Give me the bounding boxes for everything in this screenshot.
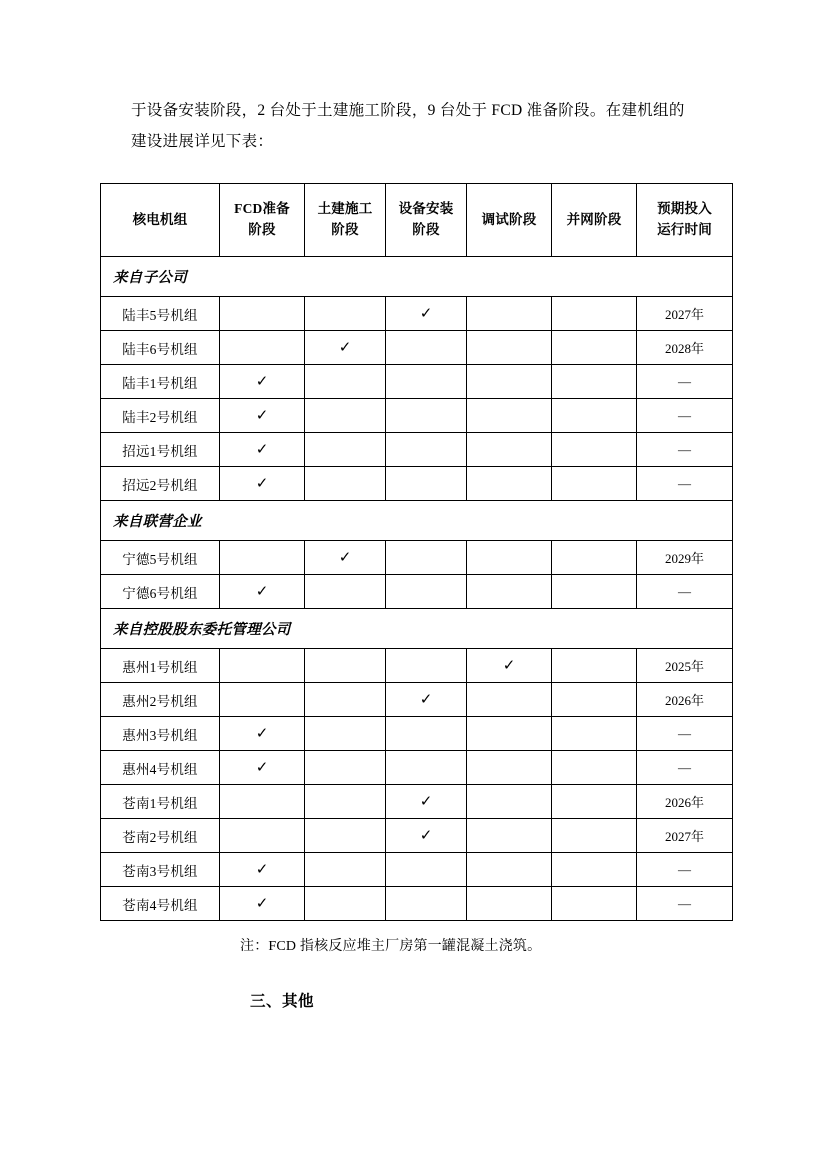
- table-row: [101, 467, 733, 501]
- check-icon: ✓: [338, 549, 352, 566]
- cell-expected-date: [637, 575, 733, 609]
- dash-placeholder: —: [678, 407, 691, 423]
- check-icon: ✓: [255, 725, 269, 742]
- table-header: [101, 184, 733, 257]
- cell-commissioning: [467, 541, 552, 575]
- dash-placeholder: —: [678, 861, 691, 877]
- cell-commissioning: [467, 649, 552, 683]
- dash-placeholder: —: [678, 725, 691, 741]
- check-icon: ✓: [255, 373, 269, 390]
- cell-grid-connection: [552, 751, 637, 785]
- cell-equipment-install: [386, 297, 467, 331]
- cell-unit-name: 招远2号机组: [101, 467, 220, 501]
- dash-placeholder: —: [678, 759, 691, 775]
- date-value: 2029年: [664, 551, 704, 566]
- cell-commissioning: [467, 751, 552, 785]
- cell-commissioning: [467, 467, 552, 501]
- cell-civil-construction: [305, 575, 386, 609]
- check-icon: ✓: [255, 441, 269, 458]
- cell-commissioning: [467, 433, 552, 467]
- dash-placeholder: —: [678, 583, 691, 599]
- cell-equipment-install: [386, 887, 467, 921]
- cell-equipment-install: [386, 819, 467, 853]
- cell-equipment-install: [386, 331, 467, 365]
- cell-equipment-install: [386, 785, 467, 819]
- date-value: 2026年: [664, 693, 704, 708]
- cell-fcd-prep: [220, 541, 305, 575]
- cell-civil-construction: [305, 853, 386, 887]
- check-icon: ✓: [502, 657, 516, 674]
- cell-equipment-install: [386, 365, 467, 399]
- cell-expected-date: [637, 717, 733, 751]
- cell-grid-connection: [552, 541, 637, 575]
- cell-commissioning: [467, 575, 552, 609]
- cell-unit-name: 陆丰2号机组: [101, 399, 220, 433]
- cell-unit-name: 苍南1号机组: [101, 785, 220, 819]
- cell-unit-name: 苍南3号机组: [101, 853, 220, 887]
- cell-unit-name: 惠州3号机组: [101, 717, 220, 751]
- cell-civil-construction: [305, 433, 386, 467]
- intro-paragraph: [100, 95, 727, 157]
- cell-expected-date: [637, 683, 733, 717]
- table-group-label: 来自子公司: [101, 257, 733, 297]
- check-icon: ✓: [419, 793, 433, 810]
- cell-unit-name: 宁德6号机组: [101, 575, 220, 609]
- cell-equipment-install: [386, 649, 467, 683]
- cell-commissioning: [467, 717, 552, 751]
- table-group-row: [101, 501, 733, 541]
- cell-grid-connection: [552, 649, 637, 683]
- cell-civil-construction: [305, 365, 386, 399]
- cell-civil-construction: [305, 331, 386, 365]
- cell-civil-construction: [305, 785, 386, 819]
- cell-fcd-prep: [220, 365, 305, 399]
- dash-placeholder: —: [678, 475, 691, 491]
- date-value: 2028年: [664, 341, 704, 356]
- cell-fcd-prep: [220, 717, 305, 751]
- date-value: 2026年: [664, 795, 704, 810]
- cell-expected-date: [637, 819, 733, 853]
- cell-unit-name: 陆丰1号机组: [101, 365, 220, 399]
- table-row: [101, 433, 733, 467]
- cell-unit-name: 苍南4号机组: [101, 887, 220, 921]
- table-group-row: [101, 257, 733, 297]
- cell-fcd-prep: [220, 467, 305, 501]
- table-row: [101, 819, 733, 853]
- table-row: [101, 887, 733, 921]
- cell-civil-construction: [305, 541, 386, 575]
- cell-grid-connection: [552, 683, 637, 717]
- cell-unit-name: 惠州1号机组: [101, 649, 220, 683]
- table-group-label: 来自联营企业: [101, 501, 733, 541]
- cell-grid-connection: [552, 785, 637, 819]
- cell-fcd-prep: [220, 331, 305, 365]
- cell-civil-construction: [305, 887, 386, 921]
- cell-fcd-prep: [220, 853, 305, 887]
- cell-unit-name: 苍南2号机组: [101, 819, 220, 853]
- cell-fcd-prep: [220, 683, 305, 717]
- check-icon: ✓: [255, 407, 269, 424]
- cell-expected-date: [637, 399, 733, 433]
- cell-commissioning: [467, 853, 552, 887]
- table-row: [101, 649, 733, 683]
- cell-civil-construction: [305, 399, 386, 433]
- cell-grid-connection: [552, 399, 637, 433]
- column-header-fcd-prep: FCD准备 阶段: [220, 184, 305, 257]
- column-header-civil-construction: 土建施工 阶段: [305, 184, 386, 257]
- table-row: [101, 297, 733, 331]
- cell-unit-name: 陆丰5号机组: [101, 297, 220, 331]
- cell-expected-date: [637, 467, 733, 501]
- cell-commissioning: [467, 819, 552, 853]
- cell-equipment-install: [386, 541, 467, 575]
- intro-paragraph-line2: 建设进展详见下表：: [131, 133, 274, 150]
- cell-equipment-install: [386, 433, 467, 467]
- date-value: 2025年: [664, 659, 704, 674]
- cell-expected-date: [637, 649, 733, 683]
- column-header-unit: 核电机组: [101, 184, 220, 257]
- check-icon: ✓: [255, 895, 269, 912]
- cell-equipment-install: [386, 575, 467, 609]
- cell-fcd-prep: [220, 649, 305, 683]
- table-body: [101, 257, 733, 921]
- table-row: [101, 683, 733, 717]
- cell-equipment-install: [386, 399, 467, 433]
- table-row: [101, 365, 733, 399]
- table-row: [101, 575, 733, 609]
- check-icon: ✓: [419, 305, 433, 322]
- cell-equipment-install: [386, 717, 467, 751]
- table-row: [101, 853, 733, 887]
- cell-expected-date: [637, 365, 733, 399]
- cell-expected-date: [637, 331, 733, 365]
- cell-expected-date: [637, 785, 733, 819]
- check-icon: ✓: [255, 861, 269, 878]
- table-header-row: [101, 184, 733, 257]
- cell-equipment-install: [386, 467, 467, 501]
- cell-commissioning: [467, 399, 552, 433]
- table-note: 注：FCD 指核反应堆主厂房第一罐混凝土浇筑。: [240, 939, 542, 954]
- cell-civil-construction: [305, 467, 386, 501]
- cell-grid-connection: [552, 433, 637, 467]
- check-icon: ✓: [255, 475, 269, 492]
- column-header-commissioning: 调试阶段: [467, 184, 552, 257]
- cell-unit-name: 宁德5号机组: [101, 541, 220, 575]
- cell-unit-name: 陆丰6号机组: [101, 331, 220, 365]
- cell-fcd-prep: [220, 399, 305, 433]
- cell-civil-construction: [305, 297, 386, 331]
- cell-fcd-prep: [220, 297, 305, 331]
- cell-civil-construction: [305, 683, 386, 717]
- table-row: [101, 751, 733, 785]
- cell-fcd-prep: [220, 887, 305, 921]
- check-icon: ✓: [419, 691, 433, 708]
- cell-grid-connection: [552, 331, 637, 365]
- cell-equipment-install: [386, 751, 467, 785]
- check-icon: ✓: [338, 339, 352, 356]
- check-icon: ✓: [419, 827, 433, 844]
- cell-grid-connection: [552, 853, 637, 887]
- table-row: [101, 785, 733, 819]
- cell-equipment-install: [386, 853, 467, 887]
- cell-unit-name: 招远1号机组: [101, 433, 220, 467]
- cell-grid-connection: [552, 467, 637, 501]
- dash-placeholder: —: [678, 895, 691, 911]
- section-heading-other: 三、其他: [250, 993, 315, 1010]
- table-row: [101, 399, 733, 433]
- cell-fcd-prep: [220, 819, 305, 853]
- cell-grid-connection: [552, 575, 637, 609]
- cell-civil-construction: [305, 649, 386, 683]
- cell-expected-date: [637, 887, 733, 921]
- cell-expected-date: [637, 433, 733, 467]
- intro-paragraph-line1: 于设备安装阶段，2 台处于土建施工阶段，9 台处于 FCD 准备阶段。在建机组的: [131, 102, 685, 119]
- cell-expected-date: [637, 297, 733, 331]
- table-row: [101, 717, 733, 751]
- cell-expected-date: [637, 541, 733, 575]
- cell-commissioning: [467, 331, 552, 365]
- cell-unit-name: 惠州4号机组: [101, 751, 220, 785]
- cell-commissioning: [467, 297, 552, 331]
- cell-grid-connection: [552, 717, 637, 751]
- table-row: [101, 331, 733, 365]
- dash-placeholder: —: [678, 373, 691, 389]
- table-row: [101, 541, 733, 575]
- cell-commissioning: [467, 683, 552, 717]
- cell-grid-connection: [552, 365, 637, 399]
- column-header-equipment-install: 设备安装 阶段: [386, 184, 467, 257]
- cell-commissioning: [467, 785, 552, 819]
- date-value: 2027年: [664, 307, 704, 322]
- column-header-expected-operation-date: 预期投入 运行时间: [637, 184, 733, 257]
- cell-fcd-prep: [220, 575, 305, 609]
- cell-civil-construction: [305, 751, 386, 785]
- cell-grid-connection: [552, 887, 637, 921]
- nuclear-units-table: [100, 183, 733, 921]
- date-value: 2027年: [664, 829, 704, 844]
- cell-civil-construction: [305, 717, 386, 751]
- cell-grid-connection: [552, 819, 637, 853]
- dash-placeholder: —: [678, 441, 691, 457]
- cell-grid-connection: [552, 297, 637, 331]
- cell-unit-name: 惠州2号机组: [101, 683, 220, 717]
- column-header-grid-connection: 并网阶段: [552, 184, 637, 257]
- cell-equipment-install: [386, 683, 467, 717]
- cell-fcd-prep: [220, 751, 305, 785]
- table-group-label: 来自控股股东委托管理公司: [101, 609, 733, 649]
- cell-civil-construction: [305, 819, 386, 853]
- cell-fcd-prep: [220, 785, 305, 819]
- cell-expected-date: [637, 751, 733, 785]
- check-icon: ✓: [255, 759, 269, 776]
- nuclear-units-table-wrapper: [100, 183, 727, 921]
- cell-commissioning: [467, 887, 552, 921]
- check-icon: ✓: [255, 583, 269, 600]
- cell-commissioning: [467, 365, 552, 399]
- cell-fcd-prep: [220, 433, 305, 467]
- table-group-row: [101, 609, 733, 649]
- cell-expected-date: [637, 853, 733, 887]
